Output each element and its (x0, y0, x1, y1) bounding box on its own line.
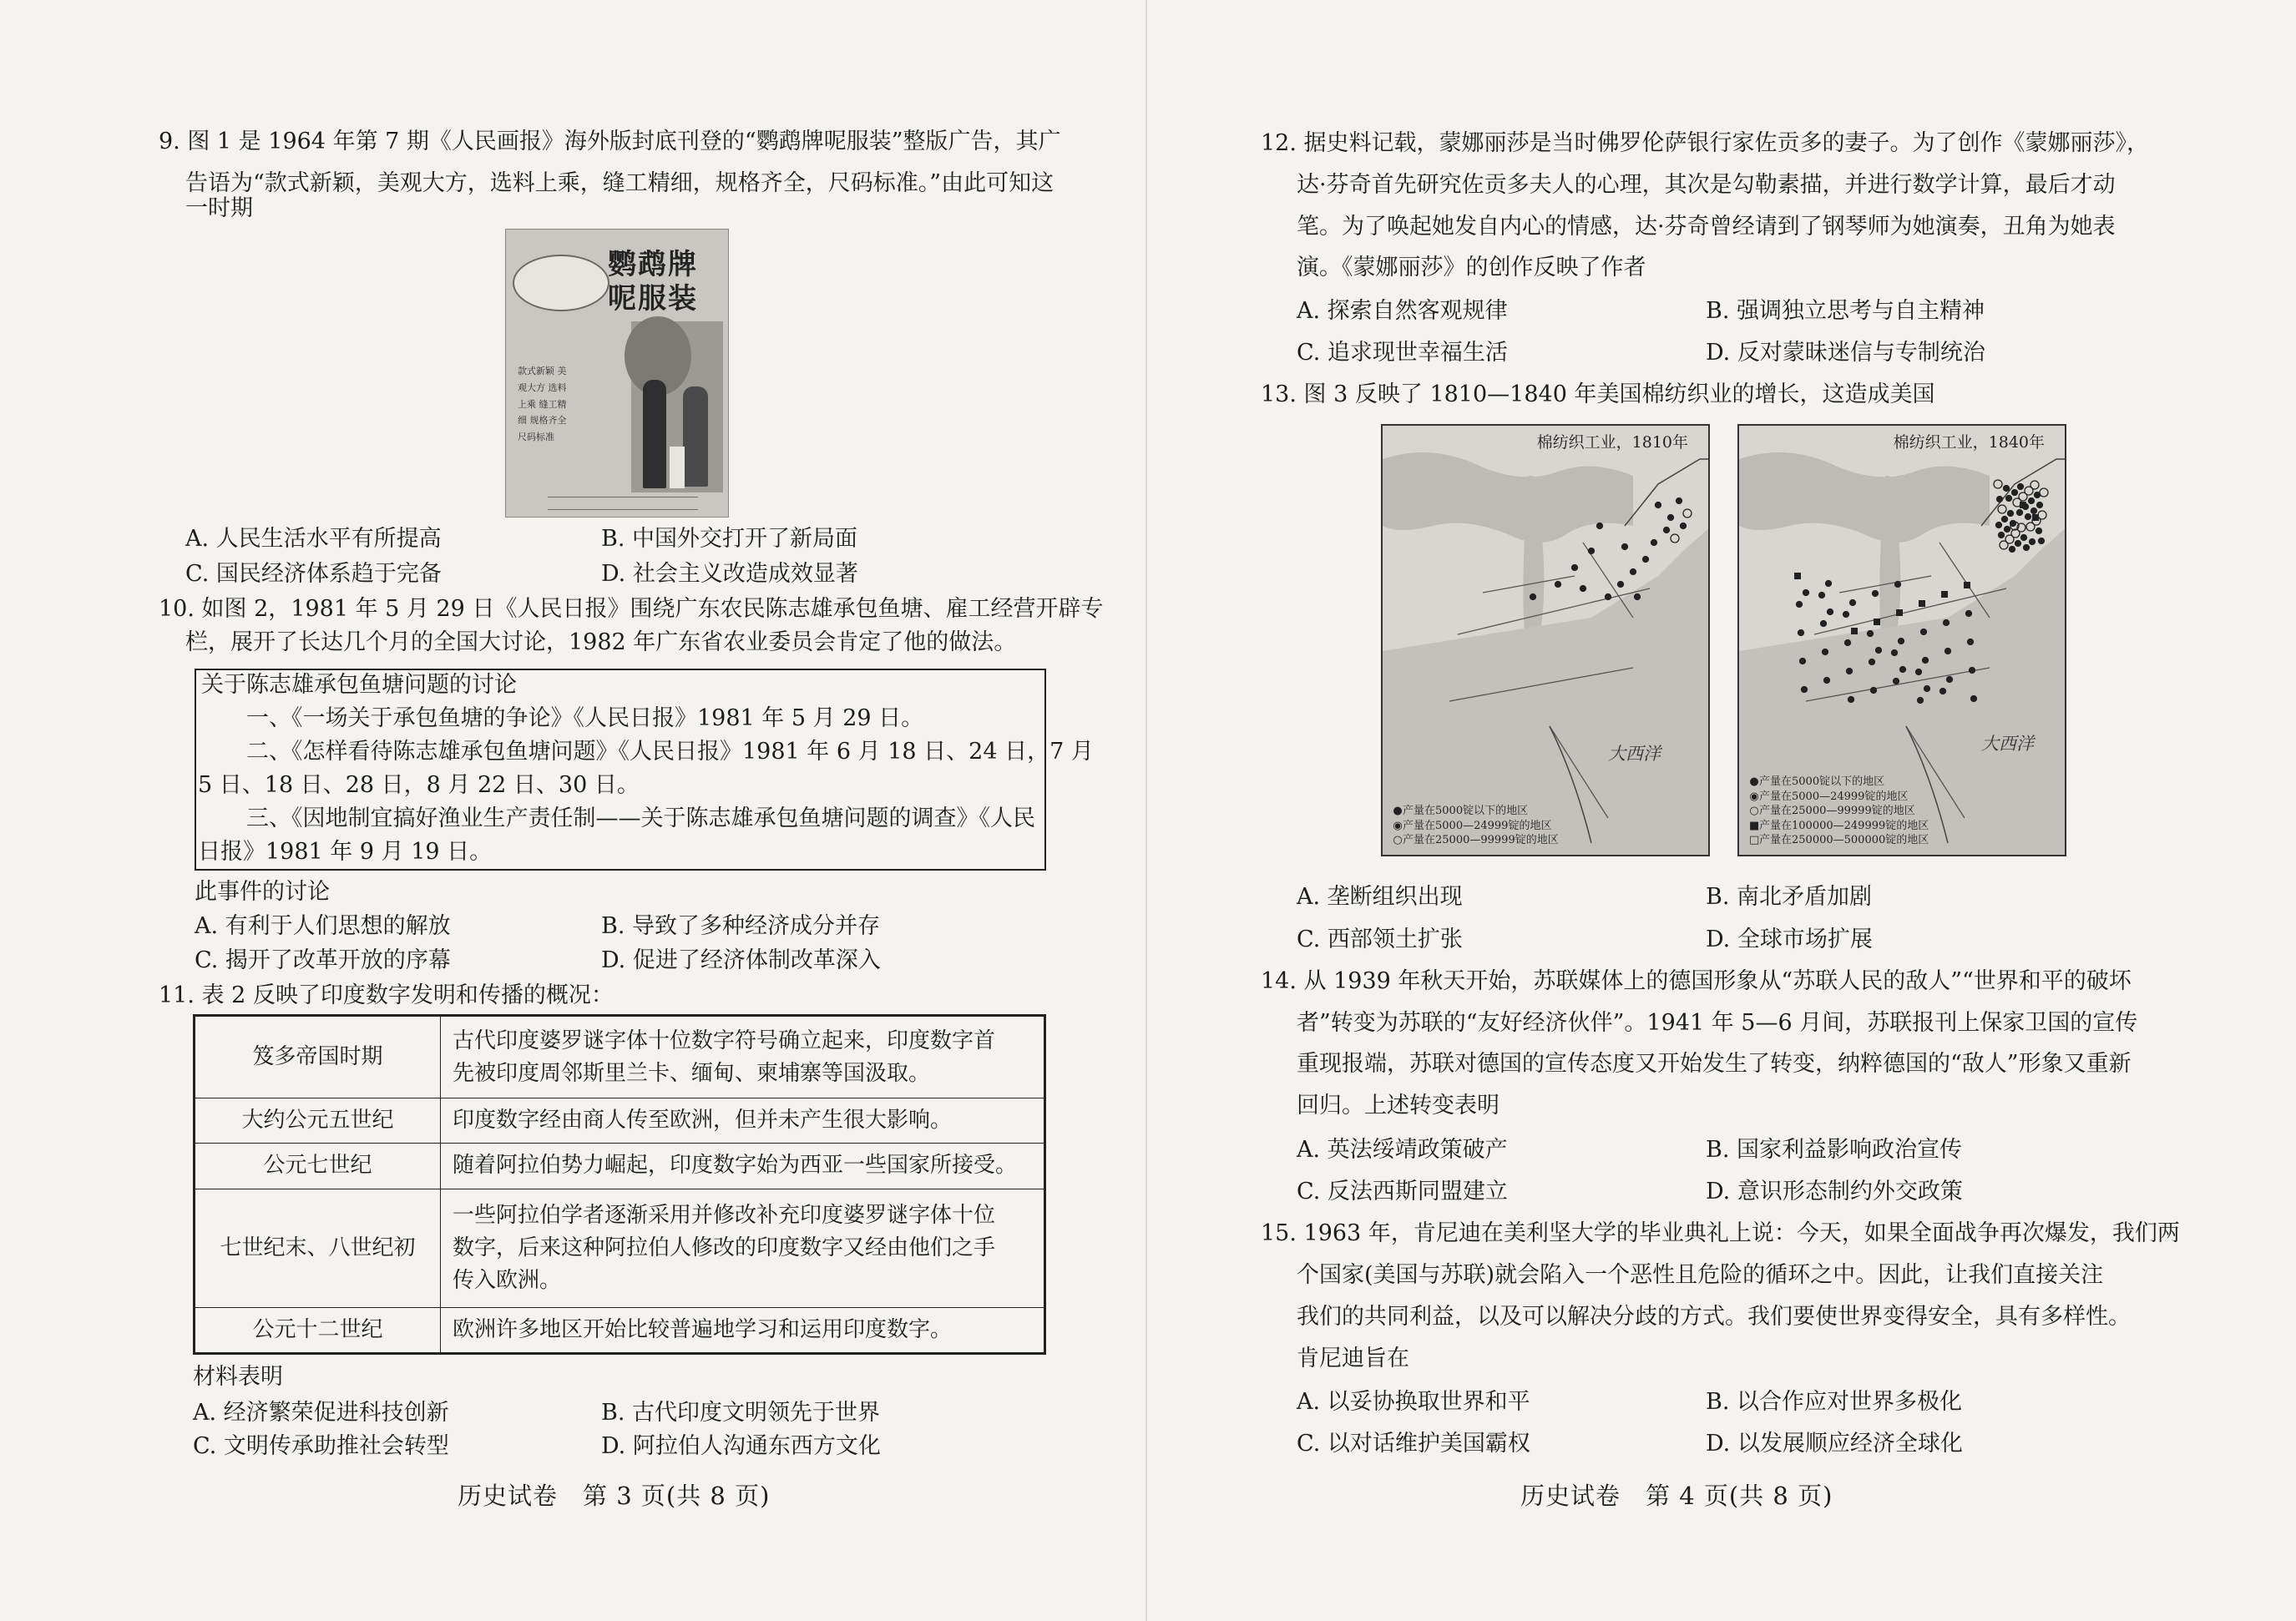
option-d[interactable]: D. 意识形态制约外交政策 (1706, 1179, 1963, 1204)
ad-logo-bubble (513, 255, 609, 311)
legend-entry: □产量在250000—500000锭的地区 (1749, 834, 1929, 847)
option-d[interactable]: D. 全球市场扩展 (1706, 927, 1873, 952)
figure-1-advertisement (505, 229, 729, 518)
map-legend (1393, 804, 1559, 848)
mill-marker (1947, 677, 1953, 683)
mill-marker (1664, 528, 1670, 533)
option-b[interactable]: B. 国家利益影响政治宣传 (1706, 1137, 1963, 1163)
mill-marker (1997, 497, 2003, 502)
mill-marker (1803, 590, 1809, 596)
option-d[interactable]: D. 促进了经济体制改革深入 (601, 947, 881, 973)
option-a[interactable]: A. 以妥协换取世界和平 (1297, 1389, 1530, 1415)
mill-marker (2004, 486, 2010, 492)
question-text: 15. 1963 年，肯尼迪在美利坚大学的毕业典礼上说：今天，如果全面战争再次爆发，我们两 (1261, 1220, 2180, 1246)
option-d[interactable]: D. 社会主义改造成效显著 (601, 561, 858, 587)
mill-marker (1971, 696, 1977, 702)
mill-marker (1622, 544, 1628, 550)
mill-marker (1940, 689, 1946, 694)
mill-marker (1828, 609, 1833, 615)
option-b[interactable]: B. 以合作应对世界多极化 (1706, 1389, 1963, 1415)
mill-marker (1873, 591, 1879, 597)
mill-marker (1876, 648, 1882, 654)
option-b[interactable]: B. 古代印度文明领先于世界 (601, 1400, 881, 1426)
question-10-stem-end: 此事件的讨论 (195, 879, 330, 905)
legend-entry: ●产量在5000锭以下的地区 (1749, 775, 1885, 789)
ocean-label: 大西洋 (1981, 734, 2034, 754)
mill-marker (1797, 602, 1803, 608)
mill-marker (2005, 527, 2010, 533)
mill-marker (1802, 687, 1808, 693)
mill-marker (1800, 659, 1806, 664)
table-cell-period: 笈多帝国时期 (195, 1016, 441, 1098)
legend-entry: ●产量在5000锭以下的地区 (1393, 805, 1529, 818)
figure-2-box (195, 669, 1094, 871)
option-a[interactable]: A. 经济繁荣促进科技创新 (193, 1400, 449, 1426)
page-footer: 历史试卷 第 4 页(共 8 页) (1520, 1482, 1833, 1510)
option-c[interactable]: C. 国民经济体系趋于完备 (185, 561, 442, 587)
question-text: 10. 如图 2，1981 年 5 月 29 日《人民日报》围绕广东农民陈志雄承包鱼塘、雇工经营开辟专 (159, 596, 1104, 622)
option-d[interactable]: D. 以发展顺应经济全球化 (1706, 1431, 1963, 1457)
map-title: 棉纺织工业，1840年 (1893, 433, 2045, 452)
mill-marker (1824, 678, 1830, 684)
mill-marker (2030, 539, 2036, 545)
legend-entry: ◉产量在5000—24999锭的地区 (1749, 790, 1909, 803)
ad-slogan: 款式新颖 美观大方 选料上乘 缝工精细 规格齐全 尺码标准 (518, 366, 567, 443)
map-legend (1749, 775, 1929, 848)
question-text: 重现报端，苏联对德国的宣传态度又开始发生了转变，纳粹德国的“敌人”形象又重新 (1297, 1051, 2132, 1077)
mill-marker (1964, 582, 1970, 588)
option-b[interactable]: B. 南北矛盾加剧 (1706, 884, 1873, 910)
mill-marker (1924, 686, 1930, 692)
mill-marker (1572, 565, 1578, 571)
option-c[interactable]: C. 反法西斯同盟建立 (1297, 1179, 1508, 1204)
mill-marker (2006, 496, 2012, 502)
question-13-text: 13. 图 3 反映了 1810—1840 年美国棉纺织业的增长，这造成美国 (1261, 381, 1935, 407)
ad-brand: 鹦鹉牌 呢服装 (608, 248, 698, 316)
mill-marker (1923, 658, 1929, 664)
mill-marker (1794, 573, 1801, 579)
mill-marker (1589, 548, 1595, 554)
table-cell-period: 公元七世纪 (195, 1144, 441, 1189)
mill-marker (1847, 669, 1853, 674)
mill-marker (2029, 498, 2035, 504)
legend-entry: ■产量在100000—249999锭的地区 (1749, 819, 1929, 832)
box-line: 三、《因地制宜搞好渔业生产责任制——关于陈志雄承包鱼塘问题的调查》《人民 (246, 805, 1035, 831)
exam-page-4 (1148, 0, 2296, 1621)
mill-marker (2017, 510, 2023, 516)
option-a[interactable]: A. 有利于人们思想的解放 (195, 913, 451, 939)
map-title: 棉纺织工业，1810年 (1536, 433, 1688, 452)
question-11-stem-end: 材料表明 (193, 1364, 283, 1390)
question-text: 个国家(美国与苏联)就会陷入一个恶性且危险的循环之中。因此，让我们直接关注 (1297, 1262, 2104, 1288)
table-2 (193, 1014, 1046, 1355)
mill-marker (1919, 600, 1925, 607)
mill-marker (1681, 523, 1687, 529)
mill-marker (1850, 600, 1856, 606)
question-text: 演。《蒙娜丽莎》的创作反映了作者 (1297, 255, 1646, 280)
map-1810 (1381, 424, 1710, 856)
table-row (195, 1016, 1045, 1098)
mill-marker (2032, 514, 2039, 521)
mill-marker (1999, 533, 2005, 538)
option-b[interactable]: B. 强调独立思考与自主精神 (1706, 298, 1985, 324)
option-c[interactable]: C. 西部领土扩张 (1297, 927, 1463, 952)
question-text: 者”转变为苏联的“友好经济伙伴”。1941 年 5—6 月间，苏联报刊上保家卫国的宣传 (1297, 1010, 2138, 1036)
mill-marker (1892, 650, 1898, 656)
mill-marker (1944, 620, 1950, 626)
mill-marker (2002, 517, 2008, 523)
mill-marker (2020, 502, 2026, 508)
mill-marker (2008, 511, 2014, 517)
mill-marker (1868, 631, 1874, 637)
mill-marker (2024, 545, 2030, 551)
question-text: 达·芬奇首先研究佐贡多夫人的心理，其次是勾勒素描，并进行数学计算，最后才动 (1297, 172, 2116, 198)
table-cell-content: 一些阿拉伯学者逐渐采用并修改补充印度婆罗谜字体十位 数字，后来这种阿拉伯人修改的印度数字又经由他们之手 传入欧洲。 (441, 1189, 1045, 1307)
mill-marker (1668, 515, 1674, 521)
box-line: 一、《一场关于承包鱼塘的争论》《人民日报》1981 年 5 月 29 日。 (246, 705, 924, 731)
mill-marker (1945, 649, 1951, 654)
mill-marker (1635, 594, 1641, 600)
mill-marker (1843, 612, 1849, 618)
mill-marker (1941, 591, 1948, 598)
mill-marker (1821, 621, 1827, 627)
ad-address-line (548, 497, 698, 510)
mill-marker (2031, 508, 2037, 514)
question-text: 肯尼迪旨在 (1297, 1346, 1409, 1371)
option-a[interactable]: A. 垄断组织出现 (1297, 884, 1463, 910)
table-row (195, 1307, 1045, 1353)
option-a[interactable]: A. 英法绥靖政策破产 (1297, 1137, 1508, 1163)
mill-marker (2037, 502, 2043, 508)
table-cell-period: 七世纪末、八世纪初 (195, 1189, 441, 1307)
box-line: 二、《怎样看待陈志雄承包鱼塘问题》《人民日报》1981 年 6 月 18 日、24 日，7 月 (246, 739, 1094, 765)
mill-marker (2025, 514, 2031, 520)
mill-marker (1555, 582, 1561, 588)
question-text: 14. 从 1939 年秋天开始，苏联媒体上的德国形象从“苏联人民的敌人”“世界和平的破坏 (1261, 968, 2132, 994)
mill-marker (1845, 640, 1851, 646)
mill-marker (2010, 547, 2015, 553)
table-row (195, 1144, 1045, 1189)
mill-marker (1916, 669, 1922, 675)
question-11-text: 11. 表 2 反映了印度数字发明和传播的概况： (159, 982, 614, 1008)
mill-marker (2039, 538, 2045, 544)
box-title: 关于陈志雄承包鱼塘问题的讨论 (201, 672, 517, 698)
page-footer: 历史试卷 第 3 页(共 8 页) (458, 1482, 771, 1510)
mill-marker (2015, 541, 2021, 547)
mill-marker (2021, 535, 2027, 541)
option-c[interactable]: C. 追求现世幸福生活 (1297, 340, 1508, 366)
question-text: 我们的共同利益，以及可以解决分歧的方式。我们要使世界变得安全，具有多样性。 (1297, 1304, 2131, 1330)
ad-family-photo (631, 321, 723, 492)
table-cell-period: 大约公元五世纪 (195, 1098, 441, 1144)
table-row (195, 1189, 1045, 1307)
question-text: 笔。为了唤起她发自内心的情感，达·芬奇曾经请到了钢琴师为她演奏，丑角为她表 (1297, 214, 2116, 240)
mill-marker (1606, 594, 1611, 600)
mill-marker (1871, 688, 1877, 694)
mill-marker (1851, 628, 1858, 634)
box-line: 5 日、18 日、28 日，8 月 22 日、30 日。 (198, 772, 640, 798)
mill-marker (1970, 668, 1975, 674)
option-d[interactable]: D. 反对蒙昧迷信与专制统治 (1706, 340, 1985, 366)
question-text: 告语为“款式新颖，美观大方，选料上乘，缝工精细，规格齐全，尺码标准。”由此可知这 (185, 170, 1054, 196)
mill-marker (1597, 523, 1603, 529)
option-a[interactable]: A. 探索自然客观规律 (1297, 298, 1508, 324)
option-c[interactable]: C. 以对话维护美国霸权 (1297, 1431, 1530, 1457)
mill-marker (1819, 593, 1825, 598)
mill-marker (1899, 639, 1904, 644)
mill-marker (1631, 569, 1636, 575)
option-a[interactable]: A. 人民生活水平有所提高 (185, 526, 442, 552)
mill-marker (1900, 667, 1906, 673)
mill-marker (2018, 484, 2024, 490)
mill-marker (1848, 697, 1854, 703)
map-1840 (1737, 424, 2066, 856)
mill-marker (1894, 679, 1899, 684)
table-cell-content: 欧洲许多地区开始比较普遍地学习和运用印度数字。 (441, 1307, 1045, 1353)
mill-marker (1968, 639, 1974, 645)
table-cell-period: 公元十二世纪 (195, 1307, 441, 1353)
mill-marker (1966, 611, 1972, 617)
question-text: 一时期 (185, 195, 253, 221)
mill-marker (1676, 498, 1682, 504)
ocean-label: 大西洋 (1608, 744, 1661, 764)
mill-marker (1643, 557, 1649, 563)
mill-marker (1918, 698, 1924, 704)
mill-marker (1869, 659, 1875, 665)
question-text: 栏，展开了长达几个月的全国大讨论，1982 年广东省农业委员会肯定了他的做法。 (185, 629, 1017, 655)
mill-marker (1996, 523, 2002, 528)
option-b[interactable]: B. 导致了多种经济成分并存 (601, 913, 881, 939)
mill-marker (1826, 581, 1832, 587)
legend-entry: ◉产量在5000—24999锭的地区 (1393, 819, 1552, 832)
mill-marker (1656, 502, 1661, 508)
table-cell-content: 古代印度婆罗谜字体十位数字符号确立起来，印度数字首 先被印度周邻斯里兰卡、缅甸、柬埔寨等国汲取。 (441, 1016, 1045, 1098)
mill-marker (1580, 586, 1586, 592)
option-c[interactable]: C. 揭开了改革开放的序幕 (195, 947, 451, 973)
table-cell-content: 印度数字经由商人传至欧洲，但并未产生很大影响。 (441, 1098, 1045, 1144)
mill-marker (1798, 630, 1804, 636)
mill-marker (1921, 629, 1927, 635)
mill-marker (2012, 490, 2018, 496)
option-d[interactable]: D. 阿拉伯人沟通东西方文化 (601, 1433, 881, 1459)
map-1810-drawing (1383, 426, 1710, 856)
box-line: 日报》1981 年 9 月 19 日。 (198, 839, 493, 865)
question-text: 12. 据史料记载，蒙娜丽莎是当时佛罗伦萨银行家佐贡多的妻子。为了创作《蒙娜丽莎》， (1261, 130, 2150, 156)
mill-marker (2036, 528, 2042, 534)
question-text: 9. 图 1 是 1964 年第 7 期《人民画报》海外版封底刊登的“鹦鹉牌呢服装”整版广告，其广 (159, 129, 1061, 154)
legend-entry: ○产量在25000—99999锭的地区 (1393, 834, 1559, 847)
table-cell-content: 随着阿拉伯势力崛起，印度数字始为西亚一些国家所接受。 (441, 1144, 1045, 1189)
option-b[interactable]: B. 中国外交打开了新局面 (601, 526, 858, 552)
mill-marker (1896, 609, 1903, 616)
legend-entry: ○产量在25000—99999锭的地区 (1749, 805, 1915, 818)
question-text: 回归。上述转变表明 (1297, 1093, 1499, 1119)
mill-marker (1530, 594, 1536, 600)
option-c[interactable]: C. 文明传承助推社会转型 (193, 1433, 449, 1459)
mill-marker (1651, 540, 1657, 546)
table-row (195, 1098, 1045, 1144)
mill-marker (1823, 649, 1828, 655)
mill-marker (1874, 619, 1880, 625)
mill-marker (1895, 582, 1901, 588)
mill-marker (1618, 582, 1624, 588)
